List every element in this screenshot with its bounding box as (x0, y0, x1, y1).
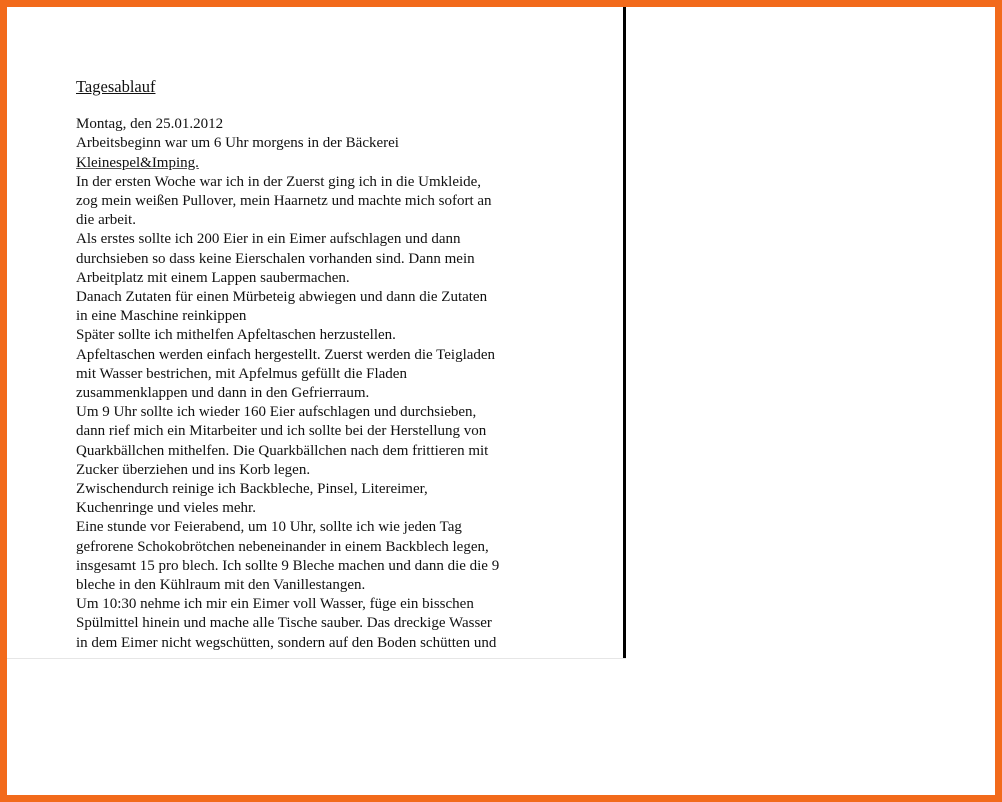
text-line-company: Kleinespel&Imping. (76, 154, 199, 171)
text-line: zusammenklappen und dann in den Gefrierraum. (76, 385, 370, 402)
text-line: Später sollte ich mithelfen Apfeltaschen herzustellen. (76, 327, 396, 344)
text-line: in dem Eimer nicht wegschütten, sondern auf den Boden schütten und (76, 634, 497, 651)
page-right-edge (623, 7, 626, 658)
text-line: zog mein weißen Pullover, mein Haarnetz und machte mich sofort an (76, 193, 492, 210)
text-line: gefrorene Schokobrötchen nebeneinander in einem Backblech legen, (76, 538, 489, 555)
document-page (7, 7, 626, 659)
text-line: die arbeit. (76, 212, 136, 229)
document-body (76, 77, 556, 653)
text-line: In der ersten Woche war ich in der Zuerst ging ich in die Umkleide, (76, 173, 482, 190)
document-title: Tagesablauf (76, 77, 156, 96)
text-line: Spülmittel hinein und mache alle Tische sauber. Das dreckige Wasser (76, 615, 492, 632)
text-line: durchsieben so dass keine Eierschalen vorhanden sind. Dann mein (76, 250, 475, 267)
text-line: mit Wasser bestrichen, mit Apfelmus gefüllt die Fladen (76, 365, 407, 382)
text-line: Um 10:30 nehme ich mir ein Eimer voll Wasser, füge ein bisschen (76, 596, 474, 613)
text-line: insgesamt 15 pro blech. Ich sollte 9 Bleche machen und dann die die 9 (76, 557, 500, 574)
text-line: Quarkbällchen mithelfen. Die Quarkbällchen nach dem frittieren mit (76, 442, 489, 459)
text-line: Kuchenringe und vieles mehr. (76, 500, 256, 517)
text-line: in eine Maschine reinkippen (76, 308, 247, 325)
text-line: Montag, den 25.01.2012 (76, 116, 224, 133)
text-line: Apfeltaschen werden einfach hergestellt. Zuerst werden die Teigladen (76, 346, 496, 363)
text-line: Zwischendurch reinige ich Backbleche, Pinsel, Litereimer, (76, 481, 428, 498)
text-line: Arbeitplatz mit einem Lappen saubermachen. (76, 269, 350, 286)
text-line: Arbeitsbeginn war um 6 Uhr morgens in der Bäckerei (76, 135, 399, 152)
text-line: Eine stunde vor Feierabend, um 10 Uhr, sollte ich wie jeden Tag (76, 519, 462, 536)
text-line: Als erstes sollte ich 200 Eier in ein Eimer aufschlagen und dann (76, 231, 461, 248)
text-line: dann rief mich ein Mitarbeiter und ich sollte bei der Herstellung von (76, 423, 487, 440)
text-line: Um 9 Uhr sollte ich wieder 160 Eier aufschlagen und durchsieben, (76, 404, 477, 421)
text-line: Zucker überziehen und ins Korb legen. (76, 461, 311, 478)
text-line: Danach Zutaten für einen Mürbeteig abwiegen und dann die Zutaten (76, 289, 488, 306)
text-line: bleche in den Kühlraum mit den Vanillestangen. (76, 577, 366, 594)
